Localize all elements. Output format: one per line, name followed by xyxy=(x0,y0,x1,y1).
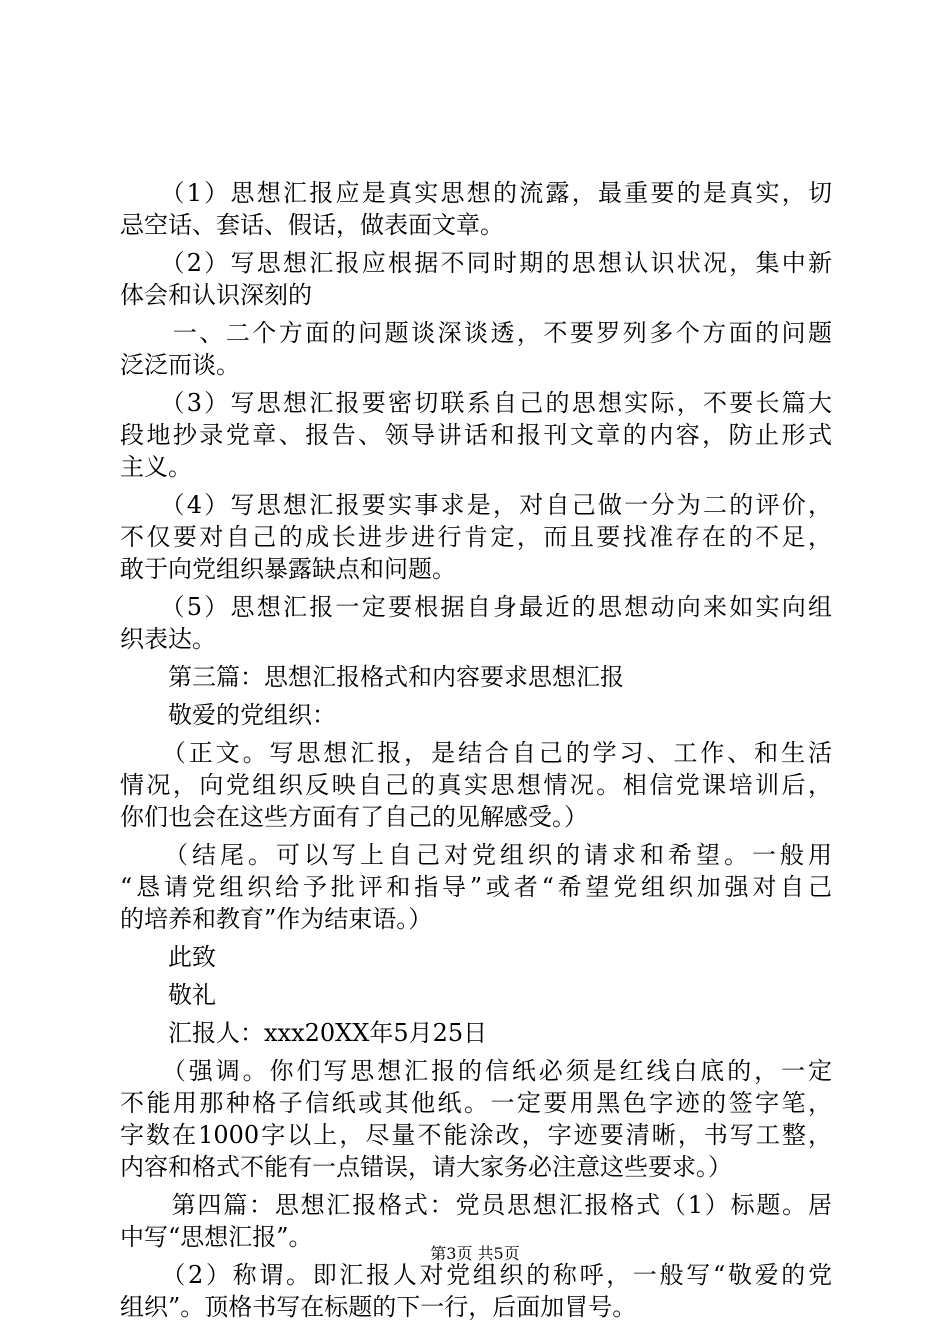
text-line: 敬礼 xyxy=(120,981,216,1009)
page-footer xyxy=(0,1244,950,1264)
paragraph xyxy=(120,387,832,483)
text-line: 不能用那种格子信纸或其他纸。一定要用黑色字迹的签字笔， xyxy=(120,1089,832,1117)
text-line: 不仅要对自己的成长进步进行肯定，而且要找准存在的不足， xyxy=(120,523,832,551)
text-line: 的培养和教育”作为结束语。） xyxy=(120,905,433,933)
text-line: 第四篇：思想汇报格式：党员思想汇报格式（1）标题。居 xyxy=(120,1191,832,1219)
paragraph xyxy=(120,699,832,731)
text-line: 一、二个方面的问题谈深谈透，不要罗列多个方面的问题 xyxy=(120,319,832,347)
text-line: 忌空话、套话、假话，做表面文章。 xyxy=(120,211,504,239)
text-line: 中写“思想汇报”。 xyxy=(120,1223,313,1251)
text-line: （4）写思想汇报要实事求是，对自己做一分为二的评价， xyxy=(120,491,832,519)
text-line: 体会和认识深刻的 xyxy=(120,281,312,309)
text-line: 你们也会在这些方面有了自己的见解感受。） xyxy=(120,803,588,831)
text-line: 汇报人：xxx20XX年5月25日 xyxy=(120,1019,488,1047)
paragraph xyxy=(120,1017,832,1049)
text-line: 情况，向党组织反映自己的真实思想情况。相信党课培训后， xyxy=(120,771,832,799)
text-line: 字数在1000字以上，尽量不能涂改，字迹要清晰，书写工整， xyxy=(120,1121,832,1149)
text-line: 内容和格式不能有一点错误，请大家务必注意这些要求。） xyxy=(120,1153,732,1181)
text-line: （正文。写思想汇报，是结合自己的学习、工作、和生活 xyxy=(120,739,832,767)
paragraph xyxy=(120,979,832,1011)
paragraph xyxy=(120,661,832,693)
text-line: 敬爱的党组织： xyxy=(120,701,336,729)
paragraph xyxy=(120,839,832,935)
paragraph xyxy=(120,317,832,381)
text-line: 此致 xyxy=(120,943,216,971)
text-line: （2）写思想汇报应根据不同时期的思想认识状况，集中新 xyxy=(120,249,832,277)
text-line: 主义。 xyxy=(120,453,192,481)
text-line: “恳请党组织给予批评和指导”或者“希望党组织加强对自己 xyxy=(120,873,832,901)
text-line: 组织”。顶格书写在标题的下一行，后面加冒号。 xyxy=(120,1293,637,1321)
text-line: 织表达。 xyxy=(120,625,216,653)
text-line: 泛泛而谈。 xyxy=(120,351,240,379)
paragraph xyxy=(120,591,832,655)
text-line: （2）称谓。即汇报人对党组织的称呼，一般写“敬爱的党 xyxy=(120,1261,832,1289)
text-line: 第三篇：思想汇报格式和内容要求思想汇报 xyxy=(120,663,624,691)
paragraph xyxy=(120,489,832,585)
page-number: 第3页 共5页 xyxy=(430,1244,520,1263)
paragraph xyxy=(120,737,832,833)
paragraph xyxy=(120,177,832,241)
text-line: （强调。你们写思想汇报的信纸必须是红线白底的，一定 xyxy=(120,1057,832,1085)
text-line: （1）思想汇报应是真实思想的流露，最重要的是真实，切 xyxy=(120,179,832,207)
paragraph xyxy=(120,1055,832,1183)
paragraph xyxy=(120,941,832,973)
text-line: （5）思想汇报一定要根据自身最近的思想动向来如实向组 xyxy=(120,593,832,621)
text-line: （结尾。可以写上自己对党组织的请求和希望。一般用 xyxy=(120,841,832,869)
paragraph xyxy=(120,1259,832,1323)
text-line: 段地抄录党章、报告、领导讲话和报刊文章的内容，防止形式 xyxy=(120,421,832,449)
text-line: 敢于向党组织暴露缺点和问题。 xyxy=(120,555,456,583)
paragraph xyxy=(120,247,832,311)
text-line: （3）写思想汇报要密切联系自己的思想实际，不要长篇大 xyxy=(120,389,832,417)
document-body xyxy=(120,177,832,1323)
